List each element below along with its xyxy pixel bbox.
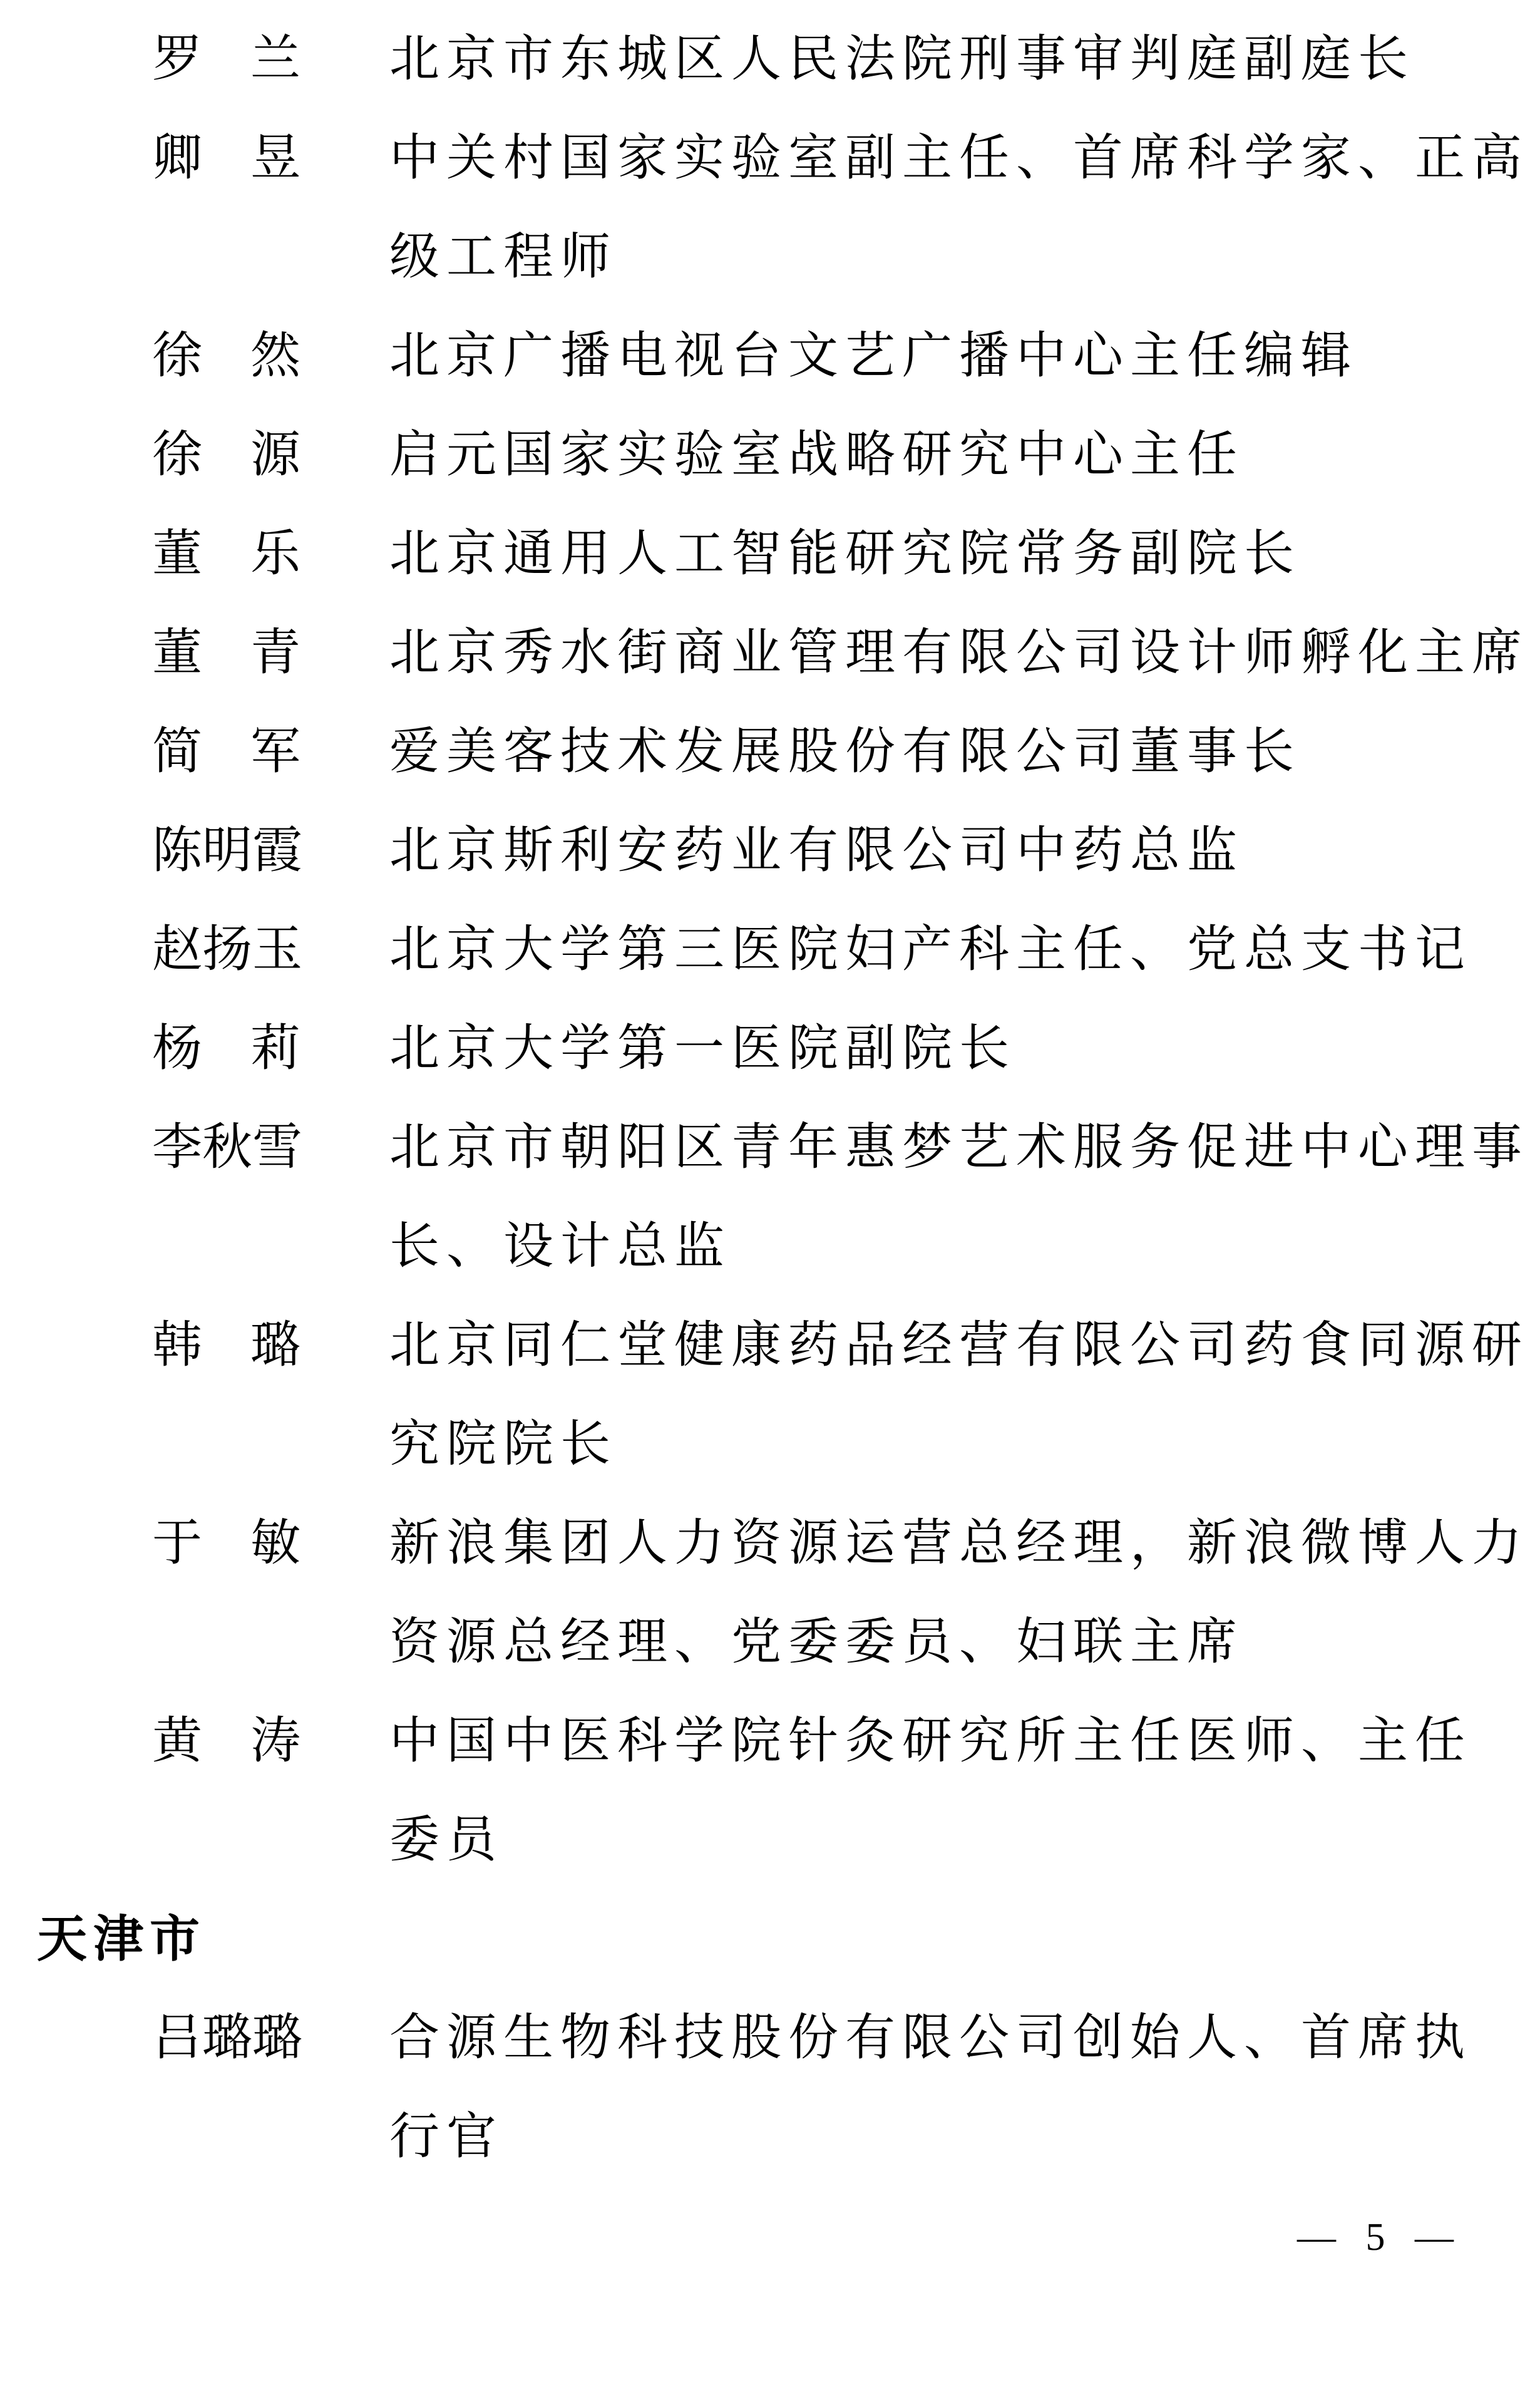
entry-name-char: 罗	[152, 32, 202, 87]
honoree-list	[0, 10, 1540, 2187]
entry-title-line: 北京通用人工智能研究院常务副院长	[389, 527, 1301, 582]
entry-name-char: 董	[152, 626, 202, 681]
entry-line	[0, 406, 1540, 505]
entry-continuation-line	[0, 208, 1540, 307]
entry-name-char: 璐	[250, 1318, 300, 1373]
page-number: — 5 —	[1297, 2216, 1464, 2259]
entry-continuation-line	[0, 1395, 1540, 1494]
entry-line	[0, 505, 1540, 604]
entry-line	[0, 900, 1540, 999]
entry-name	[152, 2011, 302, 2066]
entry-name-char: 简	[152, 724, 202, 780]
entry-continuation-line	[0, 1593, 1540, 1692]
entry-name-char: 军	[250, 724, 300, 780]
entry-line	[0, 307, 1540, 406]
entry-name-char: 陈	[152, 823, 202, 879]
entry-name	[152, 527, 300, 582]
entry-name-char: 昱	[250, 131, 300, 186]
entry-name-char: 扬	[202, 922, 252, 977]
entry-name-char: 玉	[252, 922, 302, 977]
entry-name	[152, 1021, 300, 1076]
entry-name-char: 秋	[202, 1120, 252, 1175]
entry-name-char: 徐	[152, 428, 202, 483]
entry-name-char: 黄	[152, 1714, 202, 1769]
entry-title-line: 长、设计总监	[389, 1219, 731, 1274]
entry-name-char: 霞	[252, 823, 302, 879]
entry-line	[0, 10, 1540, 109]
entry-name	[152, 1120, 302, 1175]
entry-title-line: 北京同仁堂健康药品经营有限公司药食同源研	[389, 1318, 1529, 1373]
entry-line	[0, 802, 1540, 900]
entry-name-char: 于	[152, 1516, 202, 1571]
entry-name-char: 然	[250, 329, 300, 384]
entry-continuation-line	[0, 2088, 1540, 2187]
entry-name-char: 赵	[152, 922, 202, 977]
entry-line	[0, 1692, 1540, 1791]
entry-name-char: 杨	[152, 1021, 202, 1076]
entry-name-char: 源	[250, 428, 300, 483]
entry-title-line: 北京广播电视台文艺广播中心主任编辑	[389, 329, 1358, 384]
entry-line	[0, 1494, 1540, 1593]
entry-name-char: 雪	[252, 1120, 302, 1175]
entry-name	[152, 1714, 300, 1769]
entry-name	[152, 1318, 300, 1373]
entry-name	[152, 131, 300, 186]
entry-title-line: 启元国家实验室战略研究中心主任	[389, 428, 1244, 483]
entry-name-char: 莉	[250, 1021, 300, 1076]
entry-name-char: 敏	[250, 1516, 300, 1571]
entry-title-line: 北京大学第一医院副院长	[389, 1021, 1016, 1076]
section-header	[0, 1890, 1540, 1989]
entry-name-char: 青	[250, 626, 300, 681]
entry-name-char: 韩	[152, 1318, 202, 1373]
entry-name	[152, 428, 300, 483]
entry-name	[152, 626, 300, 681]
entry-name	[152, 922, 302, 977]
entry-name	[152, 1518, 300, 1569]
entry-name-char: 卿	[152, 131, 202, 186]
entry-name-char: 吕	[152, 2011, 202, 2066]
entry-title-line: 北京秀水街商业管理有限公司设计师孵化主席	[389, 626, 1529, 681]
entry-title-line: 北京大学第三医院妇产科主任、党总支书记	[389, 922, 1472, 977]
entry-name	[152, 823, 302, 879]
entry-title-line: 北京斯利安药业有限公司中药总监	[389, 823, 1244, 879]
entry-continuation-line	[0, 1791, 1540, 1890]
entry-line	[0, 604, 1540, 703]
entry-title-line: 新浪集团人力资源运营总经理，新浪微博人力	[389, 1516, 1529, 1571]
entry-name-char: 徐	[152, 329, 202, 384]
entry-line	[0, 109, 1540, 208]
entry-title-line: 级工程师	[389, 230, 617, 285]
entry-name-char: 董	[152, 527, 202, 582]
entry-continuation-line	[0, 1197, 1540, 1296]
entry-name	[152, 724, 300, 780]
entry-line	[0, 1098, 1540, 1197]
entry-title-line: 中国中医科学院针灸研究所主任医师、主任	[389, 1714, 1472, 1769]
entry-line	[0, 703, 1540, 802]
entry-name-char: 李	[152, 1120, 202, 1175]
entry-title-line: 行官	[389, 2110, 503, 2165]
entry-title-line: 北京市朝阳区青年惠梦艺术服务促进中心理事	[389, 1120, 1529, 1175]
entry-line	[0, 1989, 1540, 2088]
entry-name-char: 璐	[252, 2011, 302, 2066]
entry-name	[152, 34, 300, 85]
entry-title-line: 资源总经理、党委委员、妇联主席	[389, 1615, 1244, 1670]
entry-title-line: 爱美客技术发展股份有限公司董事长	[389, 724, 1301, 780]
entry-title-line: 北京市东城区人民法院刑事审判庭副庭长	[389, 32, 1415, 87]
entry-name-char: 乐	[250, 527, 300, 582]
entry-name-char: 涛	[250, 1714, 300, 1769]
entry-title-line: 究院院长	[389, 1417, 617, 1472]
entry-title-line: 合源生物科技股份有限公司创始人、首席执	[389, 2011, 1472, 2066]
entry-line	[0, 1296, 1540, 1395]
section-title: 天津市	[37, 1911, 206, 1967]
entry-name-char: 兰	[250, 32, 300, 87]
entry-line	[0, 999, 1540, 1098]
entry-title-line: 中关村国家实验室副主任、首席科学家、正高	[389, 131, 1529, 186]
entry-name-char: 璐	[202, 2011, 252, 2066]
entry-title-line: 委员	[389, 1813, 503, 1868]
entry-name	[152, 329, 300, 384]
entry-name-char: 明	[202, 823, 252, 879]
